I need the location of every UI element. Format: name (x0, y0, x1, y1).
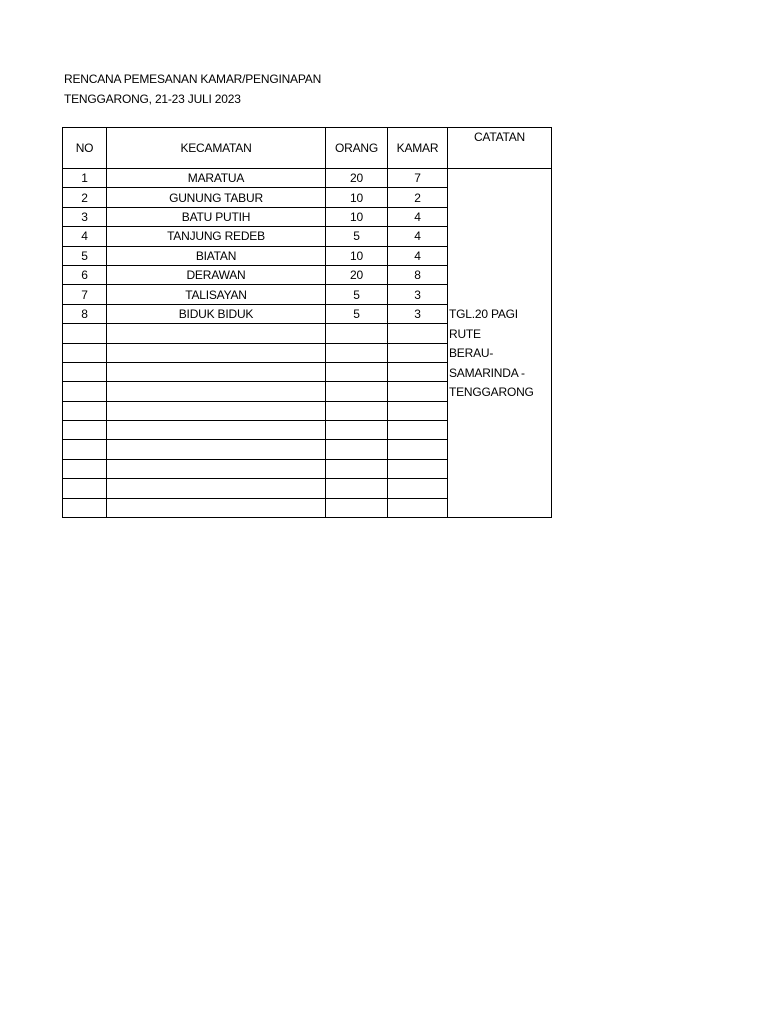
document-subtitle: TENGGARONG, 21-23 JULI 2023 (64, 92, 241, 106)
cell-no: 1 (63, 169, 107, 188)
cell-kecamatan (107, 401, 326, 420)
cell-kamar: 8 (388, 265, 448, 284)
cell-no: 2 (63, 188, 107, 207)
cell-kamar: 7 (388, 169, 448, 188)
cell-kecamatan: BATU PUTIH (107, 207, 326, 226)
cell-no (63, 362, 107, 381)
cell-no: 8 (63, 304, 107, 323)
notes-line: BERAU- (449, 346, 494, 361)
cell-kamar (388, 324, 448, 343)
cell-kecamatan (107, 440, 326, 459)
cell-kamar: 3 (388, 304, 448, 323)
cell-no (63, 459, 107, 478)
document-title: RENCANA PEMESANAN KAMAR/PENGINAPAN (64, 72, 322, 86)
cell-orang (326, 401, 388, 420)
booking-table (62, 127, 552, 518)
cell-kamar (388, 498, 448, 517)
cell-orang (326, 343, 388, 362)
cell-orang (326, 362, 388, 381)
cell-no (63, 382, 107, 401)
cell-kamar: 4 (388, 227, 448, 246)
cell-no (63, 498, 107, 517)
cell-kecamatan: TANJUNG REDEB (107, 227, 326, 246)
cell-kecamatan (107, 459, 326, 478)
cell-kecamatan (107, 362, 326, 381)
column-header-catatan: CATATAN (448, 128, 552, 169)
cell-orang (326, 382, 388, 401)
cell-kamar (388, 401, 448, 420)
cell-kecamatan: BIDUK BIDUK (107, 304, 326, 323)
cell-kamar (388, 382, 448, 401)
notes-text (449, 305, 534, 403)
cell-catatan (448, 169, 552, 518)
cell-no (63, 324, 107, 343)
cell-no (63, 343, 107, 362)
cell-kamar (388, 343, 448, 362)
cell-orang (326, 324, 388, 343)
column-header-orang: ORANG (326, 128, 388, 169)
cell-kamar: 4 (388, 207, 448, 226)
cell-kecamatan: MARATUA (107, 169, 326, 188)
cell-kecamatan (107, 479, 326, 498)
column-header-no: NO (63, 128, 107, 169)
cell-orang (326, 479, 388, 498)
cell-orang: 5 (326, 285, 388, 304)
cell-orang: 10 (326, 246, 388, 265)
cell-no (63, 479, 107, 498)
cell-no: 5 (63, 246, 107, 265)
cell-kecamatan (107, 498, 326, 517)
column-header-kecamatan: KECAMATAN (107, 128, 326, 169)
cell-kecamatan (107, 324, 326, 343)
cell-orang (326, 440, 388, 459)
cell-orang: 10 (326, 188, 388, 207)
cell-kecamatan: DERAWAN (107, 265, 326, 284)
notes-line: SAMARINDA - (449, 365, 525, 380)
cell-orang (326, 421, 388, 440)
table-header-row (63, 128, 552, 169)
cell-orang (326, 498, 388, 517)
cell-kecamatan (107, 421, 326, 440)
column-header-kamar: KAMAR (388, 128, 448, 169)
cell-kecamatan (107, 382, 326, 401)
cell-orang (326, 459, 388, 478)
notes-line: TENGGARONG (449, 385, 534, 400)
cell-no (63, 401, 107, 420)
cell-no: 4 (63, 227, 107, 246)
cell-kecamatan: GUNUNG TABUR (107, 188, 326, 207)
cell-orang: 20 (326, 169, 388, 188)
cell-orang: 20 (326, 265, 388, 284)
cell-no (63, 421, 107, 440)
notes-line: RUTE (449, 326, 481, 341)
cell-kamar: 2 (388, 188, 448, 207)
cell-orang: 5 (326, 304, 388, 323)
cell-kamar: 3 (388, 285, 448, 304)
cell-orang: 10 (326, 207, 388, 226)
cell-kamar: 4 (388, 246, 448, 265)
cell-no: 7 (63, 285, 107, 304)
cell-kecamatan: TALISAYAN (107, 285, 326, 304)
cell-no: 3 (63, 207, 107, 226)
cell-kamar (388, 479, 448, 498)
cell-kamar (388, 440, 448, 459)
cell-kecamatan: BIATAN (107, 246, 326, 265)
table-row (63, 169, 552, 188)
cell-kecamatan (107, 343, 326, 362)
cell-kamar (388, 362, 448, 381)
notes-line: TGL.20 PAGI (449, 307, 518, 321)
cell-kamar (388, 459, 448, 478)
cell-no (63, 440, 107, 459)
cell-no: 6 (63, 265, 107, 284)
cell-orang: 5 (326, 227, 388, 246)
cell-kamar (388, 421, 448, 440)
